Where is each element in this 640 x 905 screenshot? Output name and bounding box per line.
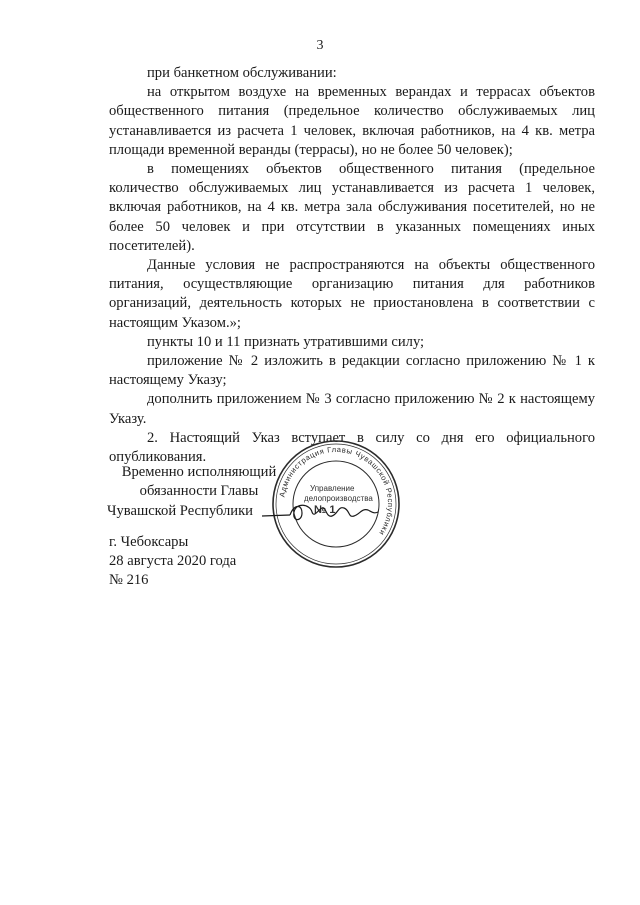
paragraph: дополнить приложением № 3 согласно приложению № 2 к настоящему Указу. bbox=[109, 391, 595, 427]
place: г. Чебоксары bbox=[109, 534, 189, 550]
place-date-block bbox=[109, 533, 309, 591]
date: 28 августа 2020 года bbox=[109, 553, 237, 570]
signature-title-line: обязанности Главы bbox=[139, 483, 259, 500]
decree-number: № 216 bbox=[109, 572, 149, 589]
signature-title-line: Чувашской Республики bbox=[107, 502, 253, 519]
paragraph: приложение № 2 изложить в редакции согласно приложению № 1 к настоящему Указу; bbox=[109, 353, 595, 389]
signature-title-line: Временно исполняющий bbox=[121, 464, 277, 480]
document-body bbox=[109, 64, 595, 467]
paragraph: Данные условия не распространяются на объекты общественного питания, осуществляющие организацию питания для работников организаций, деятельность которых не приостановлена в соответствии с настоящим Указом.»; bbox=[109, 257, 595, 331]
paragraph: в помещениях объектов общественного питания (предельное количество обслуживаемых лиц устанавливается из расчета 1 человек, включая работников, на 4 кв. метра зала обслуживания посетителей, но не более 50 человек и при отсутствии в указанных помещениях иных посетителей). bbox=[109, 161, 595, 254]
paragraph: на открытом воздухе на временных верандах и террасах объектов общественного питания (предельное количество обслуживаемых лиц устанавливается из расчета 1 человек, включая работников, на 4 кв. метра площади временной веранды (террасы), но не более 50 человек); bbox=[109, 84, 595, 158]
stamp-center-line: делопроизводства bbox=[304, 494, 373, 503]
paragraph: 2. Настоящий Указ вступает в силу со дня его официального опубликования. bbox=[109, 429, 595, 466]
paragraph: пункты 10 и 11 признать утратившими силу; bbox=[147, 333, 425, 350]
page-number: 3 bbox=[316, 38, 324, 53]
handwritten-signature bbox=[262, 500, 382, 526]
paragraph: при банкетном обслуживании: bbox=[147, 65, 337, 81]
stamp-center-line: Управление bbox=[310, 484, 355, 493]
stamp-outer-text: Администрация Главы Чувашской Республики bbox=[277, 444, 396, 538]
stamp-center-number: № 1 bbox=[314, 504, 336, 516]
